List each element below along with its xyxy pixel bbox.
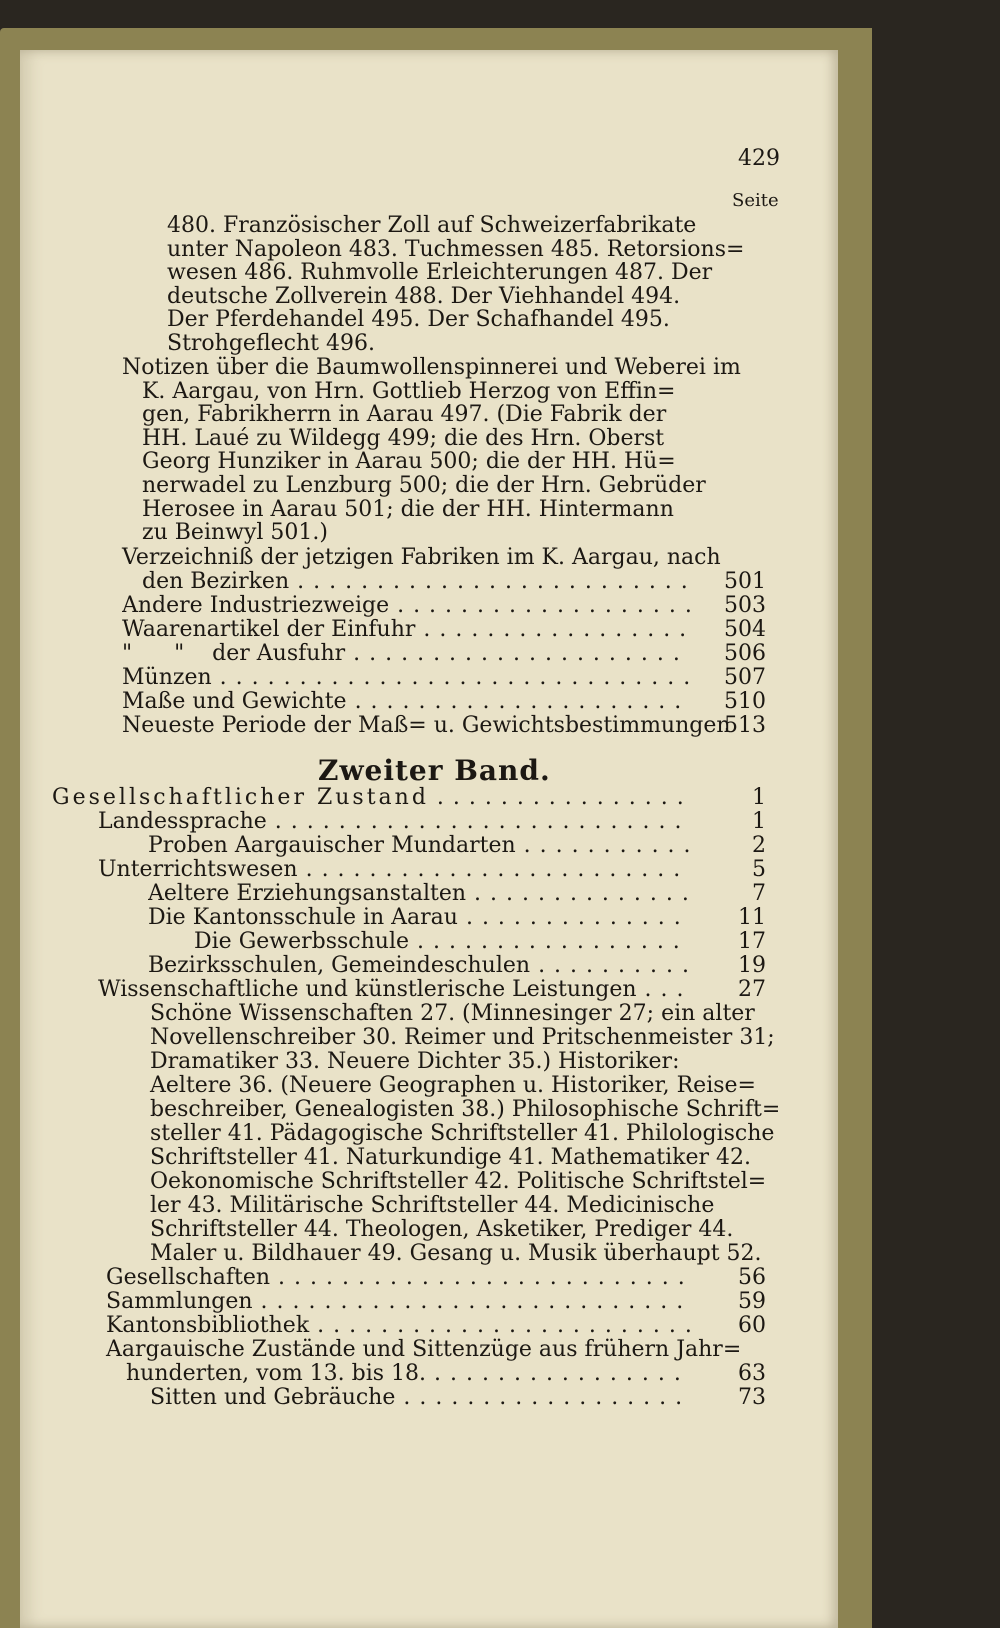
toc-notizen-line <box>142 427 664 451</box>
toc-notizen-line <box>142 521 328 545</box>
toc-entry <box>150 1386 690 1410</box>
toc-detail-line <box>150 1074 756 1098</box>
band-heading: Zweiter Band. <box>318 754 551 787</box>
toc-entry-page: 60 <box>738 1313 766 1338</box>
toc-entry-label: Kantonsbibliothek . . . <box>106 1314 690 1338</box>
toc-entry-page: 2 <box>752 833 766 858</box>
toc-continuation-line-label: unter Napoleon 483. Tuchmessen 485. Retorsions= <box>167 236 745 262</box>
toc-entry <box>52 786 690 810</box>
toc-entry <box>148 834 690 858</box>
toc-continuation-line <box>167 214 696 238</box>
toc-entry-label: Sammlungen . . . <box>106 1290 690 1314</box>
toc-entry-label: Verzeichniß der jetzigen Fabriken im K. Aargau, nach <box>122 545 721 570</box>
toc-entry-page: 63 <box>738 1361 766 1386</box>
toc-detail-line <box>150 1026 775 1050</box>
toc-detail-line-label: ler 43. Militärische Schriftsteller 44. Medicinische <box>150 1193 715 1218</box>
toc-continuation-line-label: 480. Französischer Zoll auf Schweizerfabrikate <box>167 213 697 238</box>
toc-entry-label: Andere Industriezweige . . . <box>122 594 690 618</box>
toc-detail-line <box>150 1242 762 1266</box>
toc-entry-label: Wissenschaftliche und künstlerische Leistungen . . . <box>98 978 690 1002</box>
toc-entry <box>98 858 690 882</box>
toc-notizen-line <box>142 380 675 404</box>
toc-entry <box>98 978 690 1002</box>
toc-entry-page: 504 <box>724 617 766 642</box>
toc-detail-line <box>150 1218 733 1242</box>
toc-entry-label: Aargauische Zustände und Sittenzüge aus frühern Jahr= <box>106 1337 742 1362</box>
toc-entry-label: den Bezirken . . . <box>142 570 690 594</box>
toc-entry <box>194 930 690 954</box>
toc-entry <box>106 1314 690 1338</box>
toc-continuation-line-label: deutsche Zollverein 488. Der Viehhandel 494. <box>167 283 681 309</box>
toc-entry-label: Proben Aargauischer Mundarten . . . <box>148 834 690 858</box>
toc-entry-label: Die Gewerbsschule . . . <box>194 930 690 954</box>
toc-entry-label: hunderten, vom 13. bis 18. . . . <box>126 1362 690 1386</box>
toc-entry <box>122 666 690 690</box>
toc-entry-label: Maße und Gewichte . . . <box>122 690 690 714</box>
toc-continuation-line-label: wesen 486. Ruhmvolle Erleichterungen 487. Der <box>167 260 713 286</box>
toc-entry-page: 19 <box>738 953 766 978</box>
toc-detail-line <box>150 1170 766 1194</box>
toc-entry-page: 27 <box>738 977 766 1002</box>
toc-entry-label: Neueste Periode der Maß= u. Gewichtsbestimmungen <box>122 713 731 738</box>
toc-entry-label: Gesellschaften . . . <box>106 1266 690 1290</box>
toc-entry <box>122 594 690 618</box>
toc-entry <box>106 1290 690 1314</box>
toc-entry-label: Bezirksschulen, Gemeindeschulen . . . <box>148 954 690 978</box>
toc-entry-page: 56 <box>738 1265 766 1290</box>
toc-continuation-line <box>167 261 712 285</box>
toc-detail-line-label: Aeltere 36. (Neuere Geographen u. Historiker, Reise= <box>150 1073 756 1098</box>
toc-notizen-line <box>142 450 676 474</box>
toc-notizen-line-label: zu Beinwyl 501.) <box>142 520 329 546</box>
toc-detail-line-label: Novellenschreiber 30. Reimer und Pritschenmeister 31; <box>150 1025 775 1050</box>
toc-notizen-line <box>122 356 741 380</box>
toc-notizen-line <box>142 474 706 498</box>
toc-continuation-line-label: Der Pferdehandel 495. Der Schafhandel 495. <box>167 307 670 333</box>
toc-entry-label: Die Kantonsschule in Aarau . . . <box>148 906 690 930</box>
toc-entry-page: 59 <box>738 1289 766 1314</box>
toc-entry <box>142 570 690 594</box>
toc-continuation-line <box>167 308 670 332</box>
toc-entry-page: 5 <box>752 857 766 882</box>
toc-entry <box>122 714 731 738</box>
toc-entry-label: " " der Ausfuhr . . . <box>122 642 690 666</box>
toc-detail-line <box>150 1122 774 1146</box>
toc-entry-page: 7 <box>752 881 766 906</box>
toc-entry <box>148 954 690 978</box>
toc-detail-line <box>150 1002 755 1026</box>
seite-header: Seite <box>732 190 779 211</box>
toc-notizen-line-label: Herosee in Aarau 501; die der HH. Hintermann <box>142 496 674 522</box>
toc-entry-page: 1 <box>752 785 766 810</box>
toc-detail-line-label: Dramatiker 33. Neuere Dichter 35.) Historiker: <box>150 1049 680 1074</box>
toc-continuation-line-label: Strohgeflecht 496. <box>167 331 375 356</box>
toc-entry <box>122 642 690 666</box>
toc-entry-page: 503 <box>724 593 766 618</box>
toc-entry-label: Landessprache . . . <box>98 810 690 834</box>
toc-detail-line <box>150 1098 780 1122</box>
toc-notizen-line-label: Notizen über die Baumwollenspinnerei und Weberei im <box>122 355 741 380</box>
toc-notizen-line-label: K. Aargau, von Hrn. Gottlieb Herzog von Effin= <box>142 378 676 404</box>
toc-notizen-line <box>142 403 666 427</box>
toc-detail-line <box>150 1194 714 1218</box>
toc-entry <box>126 1362 690 1386</box>
toc-entry <box>122 546 721 570</box>
toc-detail-line <box>150 1146 751 1170</box>
toc-continuation-line <box>167 332 375 356</box>
toc-entry-page: 510 <box>724 689 766 714</box>
toc-entry-page: 507 <box>724 665 766 690</box>
toc-notizen-line-label: Georg Hunziker in Aarau 500; die der HH. Hü= <box>142 449 676 475</box>
toc-entry-label: Unterrichtswesen . . . <box>98 858 690 882</box>
toc-detail-line <box>150 1050 679 1074</box>
toc-detail-line-label: Oekonomische Schriftsteller 42. Politische Schriftstel= <box>150 1169 767 1194</box>
toc-entry-label: Sitten und Gebräuche . . . <box>150 1386 690 1410</box>
toc-detail-line-label: Schriftsteller 44. Theologen, Asketiker, Prediger 44. <box>150 1217 734 1242</box>
toc-entry <box>122 690 690 714</box>
toc-entry-label: Aeltere Erziehungsanstalten . . . <box>148 882 690 906</box>
toc-entry-page: 11 <box>738 905 766 930</box>
toc-entry <box>148 882 690 906</box>
toc-entry-page: 506 <box>724 641 766 666</box>
toc-entry-page: 1 <box>752 809 766 834</box>
toc-entry-page: 513 <box>724 713 766 738</box>
toc-entry <box>148 906 690 930</box>
toc-entry-page: 17 <box>738 929 766 954</box>
toc-entry <box>122 618 690 642</box>
toc-continuation-line <box>167 238 744 262</box>
toc-detail-line-label: Maler u. Bildhauer 49. Gesang u. Musik überhaupt 52. <box>150 1241 762 1266</box>
toc-entry-page: 501 <box>724 569 766 594</box>
toc-entry <box>98 810 690 834</box>
toc-detail-line-label: beschreiber, Genealogisten 38.) Philosophische Schrift= <box>150 1097 781 1122</box>
toc-entry <box>106 1338 741 1362</box>
toc-entry-label: Münzen . . . <box>122 666 690 690</box>
toc-entry <box>106 1266 690 1290</box>
toc-entry-page: 73 <box>738 1385 766 1410</box>
toc-detail-line-label: Schriftsteller 41. Naturkundige 41. Mathematiker 42. <box>150 1145 751 1170</box>
toc-notizen-line-label: nerwadel zu Lenzburg 500; die der Hrn. Gebrüder <box>142 473 706 498</box>
toc-notizen-line-label: HH. Laué zu Wildegg 499; die des Hrn. Oberst <box>142 425 665 451</box>
page-number: 429 <box>738 146 780 171</box>
toc-detail-line-label: Schöne Wissenschaften 27. (Minnesinger 27; ein alter <box>150 1001 755 1026</box>
toc-entry-label: Waarenartikel der Einfuhr . . . <box>122 618 690 642</box>
toc-notizen-line <box>142 498 674 522</box>
toc-notizen-line-label: gen, Fabrikherrn in Aarau 497. (Die Fabrik der <box>142 402 667 428</box>
toc-detail-line-label: steller 41. Pädagogische Schriftsteller 41. Philologische <box>150 1121 775 1146</box>
toc-entry-label: Gesellschaftlicher Zustand . . . <box>52 786 690 810</box>
toc-continuation-line <box>167 285 680 309</box>
